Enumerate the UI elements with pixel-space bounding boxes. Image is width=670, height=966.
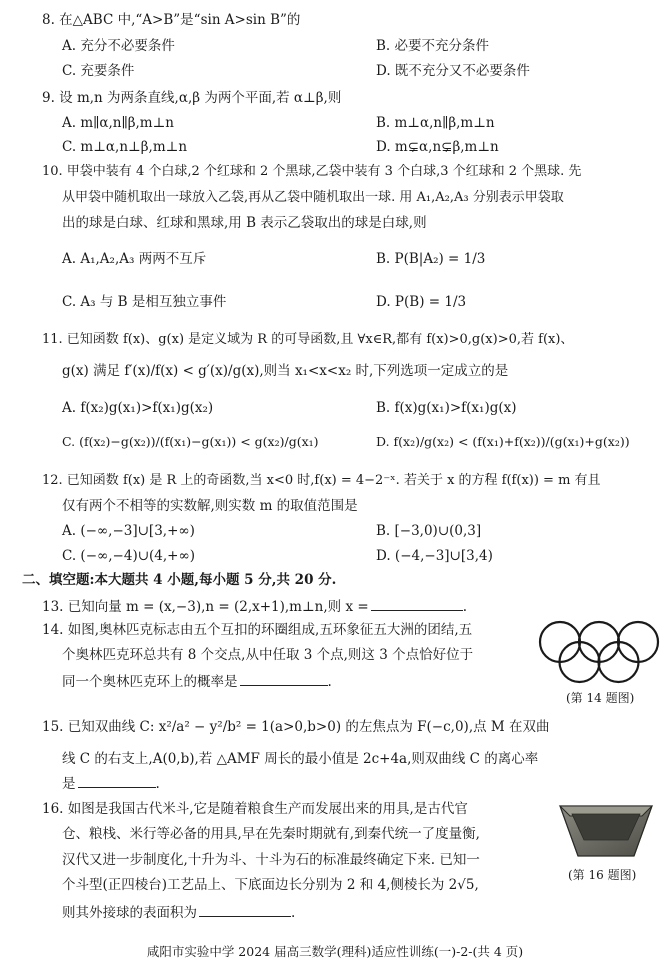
q11-line-1: 11. 已知函数 f(x)、g(x) 是定义域为 R 的可导函数,且 ∀x∈R,都有 f(x)>0,g(x)>0,若 f(x)、 [42,332,574,347]
q15-line-2: 线 C 的右支上,A(0,b),若 △AMF 周长的最小值是 2c+4a,则双曲线 C 的离心率 [62,751,539,767]
q9-stem: 9. 设 m,n 为两条直线,α,β 为两个平面,若 α⊥β,则 [42,90,342,106]
q8-stem: 8. 在△ABC 中,“A>B”是“sin A>sin B”的 [42,12,301,28]
q11-option-d: D. f(x₂)/g(x₂) < (f(x₁)+f(x₂))/(g(x₁)+g(x₂)) [376,434,630,449]
q8-option-d: D. 既不充分又不必要条件 [376,63,530,79]
olympic-rings-figure [536,618,662,688]
q9-option-b: B. m⊥α,n∥β,m⊥n [376,115,495,131]
q11-option-b: B. f(x)g(x₁)>f(x₁)g(x) [376,400,517,416]
q13-answer-blank [371,596,463,611]
q9-option-d: D. m⊊α,n⊊β,m⊥n [376,139,499,155]
q11-option-a: A. f(x₂)g(x₁)>f(x₁)g(x₂) [62,400,214,416]
q10-option-a: A. A₁,A₂,A₃ 两两不互斥 [62,251,207,267]
q11-line-2: g(x) 满足 f′(x)/f(x) < g′(x)/g(x),则当 x₁<x<x₂ 时,下列选项一定成立的是 [62,363,509,379]
q16-line-2: 仓、粮栈、米行等必备的用具,早在先秦时期就有,到秦代统一了度量衡, [62,826,480,842]
q12-option-b: B. [−3,0)∪(0,3] [376,523,482,539]
q10-option-b: B. P(B|A₂) = 1/3 [376,251,486,267]
q16-line-1: 16. 如图是我国古代米斗,它是随着粮食生产而发展出来的用具,是古代官 [42,801,468,817]
q8-option-a: A. 充分不必要条件 [62,38,175,54]
q15-line-1: 15. 已知双曲线 C: x²/a² − y²/b² = 1(a>0,b>0) 的左焦点为 F(−c,0),点 M 在双曲 [42,719,550,735]
q12-option-a: A. (−∞,−3]∪[3,+∞) [62,523,195,539]
q12-line-1: 12. 已知函数 f(x) 是 R 上的奇函数,当 x<0 时,f(x) = 4−2⁻ˣ. 若关于 x 的方程 f(f(x)) = m 有且 [42,473,601,488]
q12-option-d: D. (−4,−3]∪[3,4) [376,548,493,564]
q15-answer-blank [78,773,156,788]
q8-option-c: C. 充要条件 [62,63,135,79]
q8-option-b: B. 必要不充分条件 [376,38,490,54]
q10-option-d: D. P(B) = 1/3 [376,294,467,310]
q15-line-3: 是 . [62,773,160,793]
q14-line-1: 14. 如图,奥林匹克标志由五个互扣的环圈组成,五环象征五大洲的团结,五 [42,622,473,638]
q9-option-c: C. m⊥α,n⊥β,m⊥n [62,139,188,155]
rice-measure-figure [556,796,656,862]
q13-text: 13. 已知向量 m = (x,−3),n = (2,x+1),m⊥n,则 x = [42,599,369,615]
q14-line-3: 同一个奥林匹克环上的概率是 . [62,671,332,691]
q15-text: 是 [62,776,76,792]
q16-figure-caption: (第 16 题图) [568,868,637,882]
q9-option-a: A. m∥α,n∥β,m⊥n [62,115,174,131]
q10-line-2: 从甲袋中随机取出一球放入乙袋,再从乙袋中随机取出一球. 用 A₁,A₂,A₃ 分别表示甲袋取 [62,190,564,205]
q10-line-1: 10. 甲袋中装有 4 个白球,2 个红球和 2 个黑球,乙袋中装有 3 个白球,3 个红球和 2 个黑球. 先 [42,164,582,179]
q13-stem: 13. 已知向量 m = (x,−3),n = (2,x+1),m⊥n,则 x = . [42,596,467,616]
q14-text: 同一个奥林匹克环上的概率是 [62,674,238,690]
q12-option-c: C. (−∞,−4)∪(4,+∞) [62,548,195,564]
q11-option-c: C. (f(x₂)−g(x₂))/(f(x₁)−g(x₁)) < g(x₂)/g(x₁) [62,434,319,449]
q14-line-2: 个奥林匹克环总共有 8 个交点,从中任取 3 个点,则这 3 个点恰好位于 [62,647,474,663]
q16-line-4: 个斗型(正四棱台)工艺品上、下底面边长分别为 2 和 4,侧棱长为 2√5, [62,877,479,893]
q12-line-2: 仅有两个不相等的实数解,则实数 m 的取值范围是 [62,498,358,514]
q16-line-3: 汉代又进一步制度化,十升为斗、十斗为石的标准最终确定下来. 已知一 [62,852,480,868]
q14-answer-blank [240,671,328,686]
q14-figure-caption: (第 14 题图) [566,691,635,705]
q16-line-5: 则其外接球的表面积为 . [62,902,295,922]
q16-answer-blank [199,902,291,917]
q10-line-3: 出的球是白球、红球和黑球,用 B 表示乙袋取出的球是白球,则 [62,215,427,231]
section-fill-in-heading: 二、填空题:本大题共 4 小题,每小题 5 分,共 20 分. [22,572,337,588]
q16-text: 则其外接球的表面积为 [62,905,197,921]
page-footer: 咸阳市实验中学 2024 届高三数学(理科)适应性训练(一)-2-(共 4 页) [146,944,524,959]
q10-option-c: C. A₃ 与 B 是相互独立事件 [62,294,227,310]
